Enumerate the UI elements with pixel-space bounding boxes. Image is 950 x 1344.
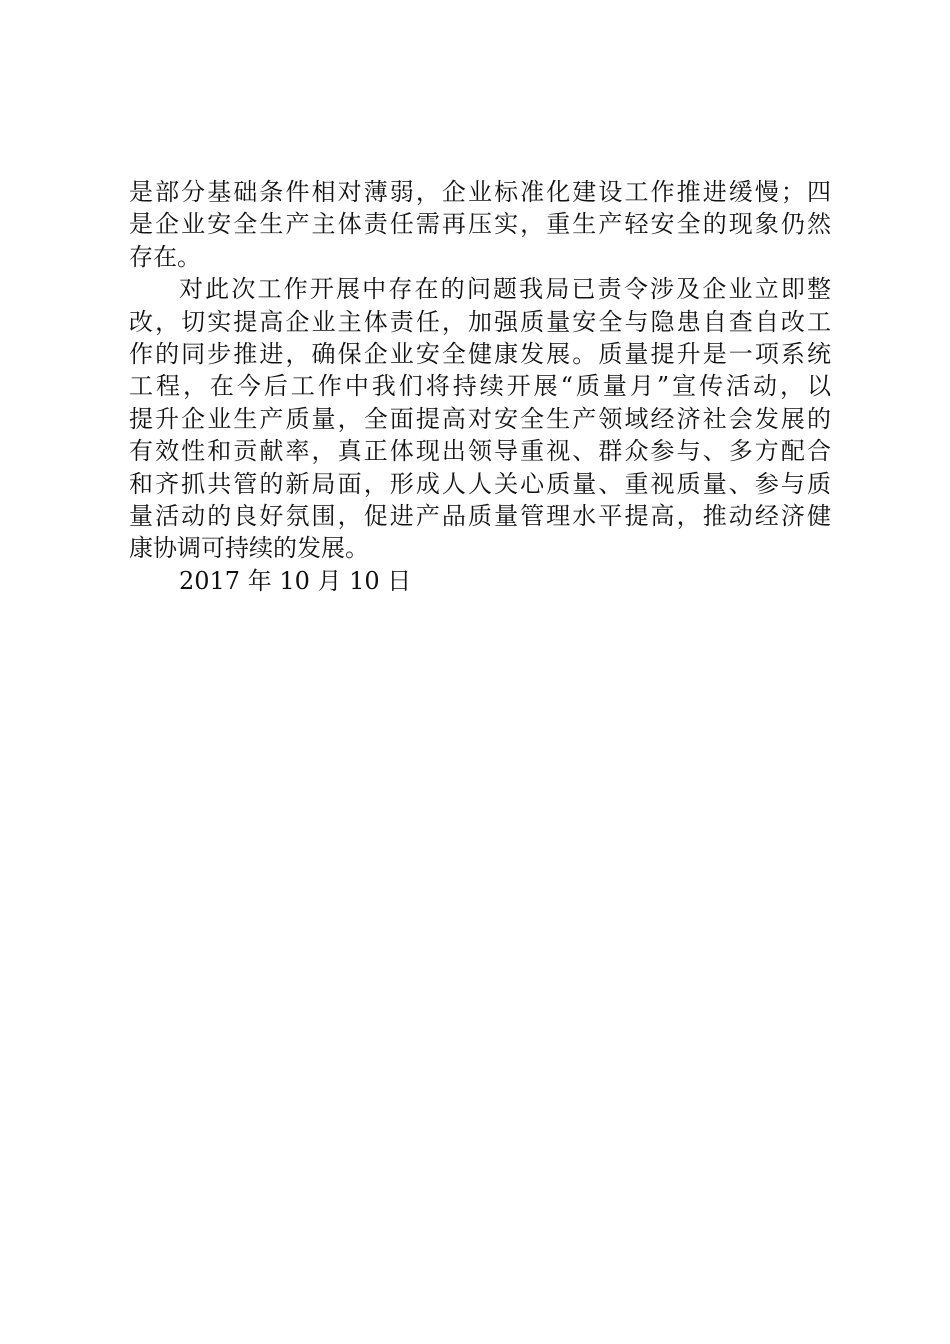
paragraph-line: 康协调可持续的发展。 (129, 534, 369, 563)
paragraph-line: 工程，在今后工作中我们将持续开展“质量月”宣传活动，以 (129, 372, 831, 401)
paragraph-line: 是部分基础条件相对薄弱，企业标准化建设工作推进缓慢；四 (129, 178, 831, 206)
paragraph-line: 作的同步推进，确保企业安全健康发展。质量提升是一项系统 (129, 339, 831, 368)
paragraph-2 (129, 273, 831, 565)
paragraph-line: 和齐抓共管的新局面，形成人人关心质量、重视质量、参与质 (129, 469, 831, 498)
paragraph-line: 提升企业生产质量，全面提高对安全生产领域经济社会发展的 (129, 404, 831, 433)
paragraph-line: 有效性和贡献率，真正体现出领导重视、群众参与、多方配合 (129, 437, 831, 466)
paragraph-line: 改，切实提高企业主体责任，加强质量安全与隐患自查自改工 (129, 307, 831, 336)
paragraph-line: 是企业安全生产主体责任需再压实，重生产轻安全的现象仍然 (129, 210, 831, 239)
document-body (129, 176, 831, 597)
paragraph-line: 量活动的良好氛围，促进产品质量管理水平提高，推动经济健 (129, 501, 831, 530)
paragraph-line: 对此次工作开展中存在的问题我局已责令涉及企业立即整 (179, 275, 831, 304)
paragraph-1 (129, 176, 831, 273)
paragraph-line: 存在。 (129, 242, 201, 271)
document-date: 2017 年 10 月 10 日 (179, 566, 412, 595)
